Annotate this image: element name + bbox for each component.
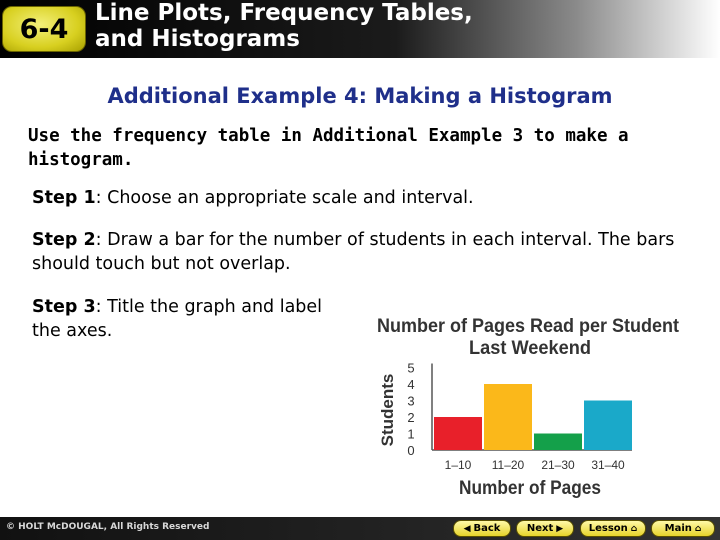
lesson-title	[95, 0, 473, 52]
lesson-title-line2: and Histograms	[95, 26, 300, 52]
x-tick-label: 31–40	[591, 458, 625, 472]
y-tick-label: 0	[407, 443, 415, 458]
y-tick-label: 3	[407, 393, 415, 409]
histogram-bar	[484, 384, 532, 450]
main-home-icon: ⌂	[694, 523, 702, 534]
step-1-text: : Choose an appropriate scale and interval.	[95, 188, 474, 208]
histogram-bar	[434, 417, 482, 450]
y-tick-label: 5	[407, 360, 415, 376]
step-3-label: Step 3	[32, 297, 96, 317]
lesson-number: 6-4	[19, 13, 69, 45]
chart-title-line2: Last Weekend	[469, 338, 591, 359]
x-tick-label: 21–30	[541, 458, 575, 472]
next-button[interactable]	[516, 520, 574, 537]
next-button-label: Next	[526, 523, 554, 534]
lesson-badge	[2, 6, 86, 52]
lesson-button-label: Lesson	[588, 523, 628, 534]
lesson-home-icon: ⌂	[630, 523, 638, 534]
y-tick-label: 1	[407, 426, 415, 442]
back-arrow-icon: ◀	[463, 523, 471, 534]
back-button[interactable]	[453, 520, 511, 537]
copyright-text: © HOLT McDOUGAL, All Rights Reserved	[6, 522, 210, 532]
next-arrow-icon: ▶	[556, 523, 564, 534]
histogram-bar	[584, 401, 632, 451]
lesson-title-line1: Line Plots, Frequency Tables,	[95, 0, 473, 26]
step-2-text: : Draw a bar for the number of students in each interval. The bars should touch but not overlap.	[32, 230, 675, 274]
step-3-text: : Title the graph and label the axes.	[32, 297, 323, 341]
main-button-label: Main	[664, 523, 692, 534]
back-button-label: Back	[473, 523, 501, 534]
step-3	[32, 295, 332, 343]
step-1-label: Step 1	[32, 188, 96, 208]
histogram-svg	[360, 300, 705, 505]
step-1	[32, 186, 682, 210]
x-tick-label: 11–20	[491, 458, 525, 472]
histogram-chart	[360, 300, 705, 505]
main-button[interactable]	[651, 520, 715, 537]
step-2	[32, 228, 692, 276]
step-2-label: Step 2	[32, 230, 96, 250]
intro-text: Use the frequency table in Additional Example 3 to make a histogram.	[28, 126, 629, 170]
x-axis-label: Number of Pages	[459, 478, 601, 499]
example-title: Additional Example 4: Making a Histogram	[107, 84, 613, 108]
lesson-button[interactable]	[580, 520, 646, 537]
y-tick-label: 4	[407, 377, 415, 392]
footer-bar	[0, 517, 720, 540]
y-tick-label: 2	[407, 410, 415, 425]
y-axis-label: Students	[378, 373, 397, 447]
slide-header	[0, 0, 720, 58]
chart-title-line1: Number of Pages Read per Student	[377, 316, 680, 337]
histogram-bar	[534, 434, 582, 451]
x-tick-label: 1–10	[444, 458, 472, 472]
